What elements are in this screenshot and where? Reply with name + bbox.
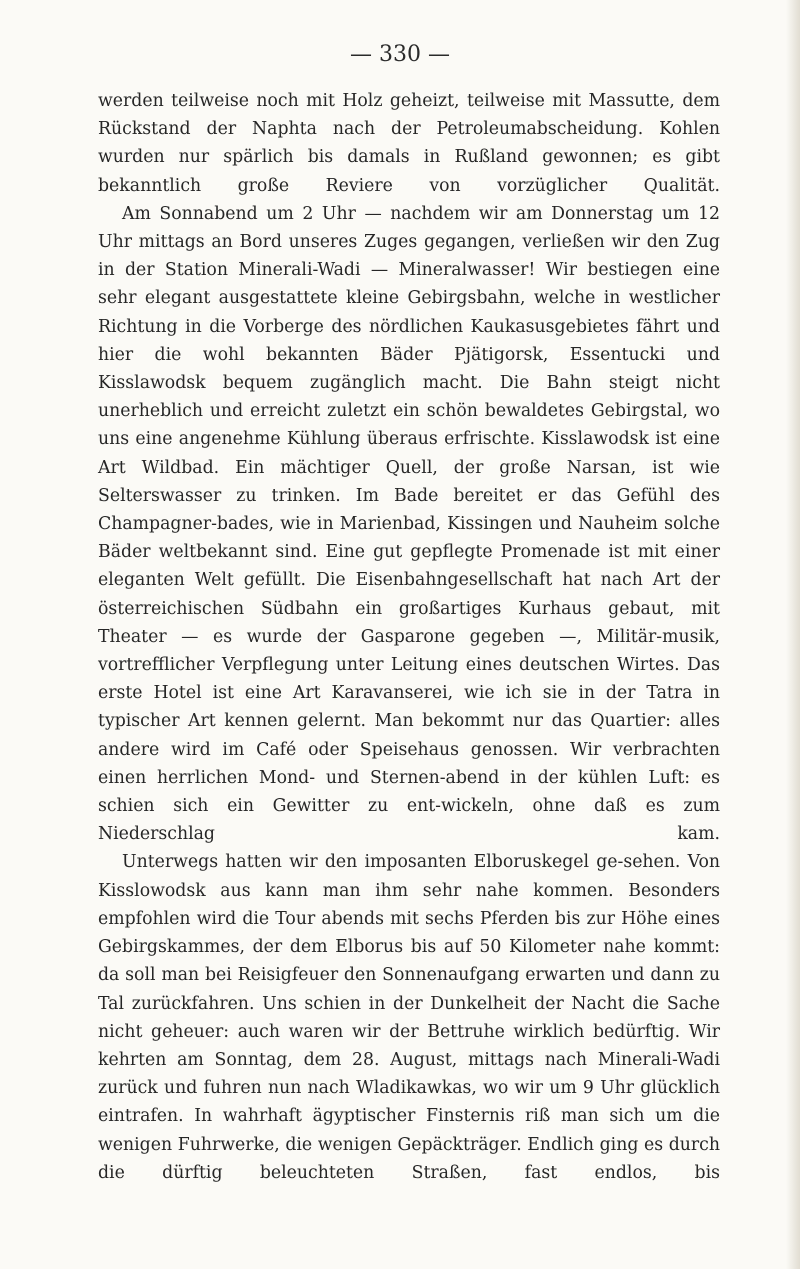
page-edge-shadow [786,0,800,1269]
page-number: — 330 — [350,42,450,67]
body-text [98,87,720,1187]
paragraph-2: Am Sonnabend um 2 Uhr — nachdem wir am Donnerstag um 12 Uhr mittags an Bord unseres Zuges gegangen, verließen wir den Zug in der Station Minerali-Wadi — Mineralwasser! Wir bestiegen eine sehr elegant ausgestattete kleine Gebirgsbahn, welche in westlicher Richtung in die Vorberge des nördlichen Kaukasusgebietes fährt und hier die wohl bekannten Bäder Pjätigorsk, Essentucki und Kisslawodsk bequem zugänglich macht. Die Bahn steigt nicht unerheblich und erreicht zuletzt ein schön bewaldetes Gebirgstal, wo uns eine angenehme Kühlung überaus erfrischte. Kisslawodsk ist eine Art Wildbad. Ein mächtiger Quell, der große Narsan, ist wie Selterswasser zu trinken. Im Bade bereitet er das Gefühl des Champagner-bades, wie in Marienbad, Kissingen und Nauheim solche Bäder weltbekannt sind. Eine gut gepflegte Promenade ist mit einer eleganten Welt gefüllt. Die Eisenbahngesellschaft hat nach Art der österreichischen Südbahn ein großartiges Kurhaus gebaut, mit Theater — es wurde der Gasparone gegeben —, Militär-musik, vortrefflicher Verpflegung unter Leitung eines deutschen Wirtes. Das erste Hotel ist eine Art Karavanserei, wie ich sie in der Tatra in typischer Art kennen gelernt. Man bekommt nur das Quartier: alles andere wird im Café oder Speisehaus genossen. Wir verbrachten einen herrlichen Mond- und Sternen-abend in der kühlen Luft: es schien sich ein Gewitter zu ent-wickeln, ohne daß es zum Niederschlag kam. [98,203,720,845]
paragraph-3: Unterwegs hatten wir den imposanten Elboruskegel ge-sehen. Von Kisslowodsk aus kann man ihm sehr nahe kommen. Besonders empfohlen wird die Tour abends mit sechs Pferden bis zur Höhe eines Gebirgskammes, der dem Elborus bis auf 50 Kilometer nahe kommt: da soll man bei Reisigfeuer den Sonnenaufgang erwarten und dann zu Tal zurückfahren. Uns schien in der Dunkelheit der Nacht die Sache nicht geheuer: auch waren wir der Bettruhe wirklich bedürftig. Wir kehrten am Sonntag, dem 28. August, mittags nach Minerali-Wadi zurück und fuhren nun nach Wladikawkas, wo wir um 9 Uhr glücklich eintrafen. In wahrhaft ägyptischer Finsternis riß man sich um die wenigen Fuhrwerke, die wenigen Gepäckträger. Endlich ging es durch die dürftig beleuchteten Straßen, fast endlos, bis [98,852,720,1183]
paragraph-1: werden teilweise noch mit Holz geheizt, teilweise mit Massutte, dem Rückstand der Naphta nach der Petroleumabscheidung. Kohlen wurden nur spärlich bis damals in Rußland gewonnen; es gibt bekanntlich große Reviere von vorzüglicher Qualität. [98,91,720,196]
